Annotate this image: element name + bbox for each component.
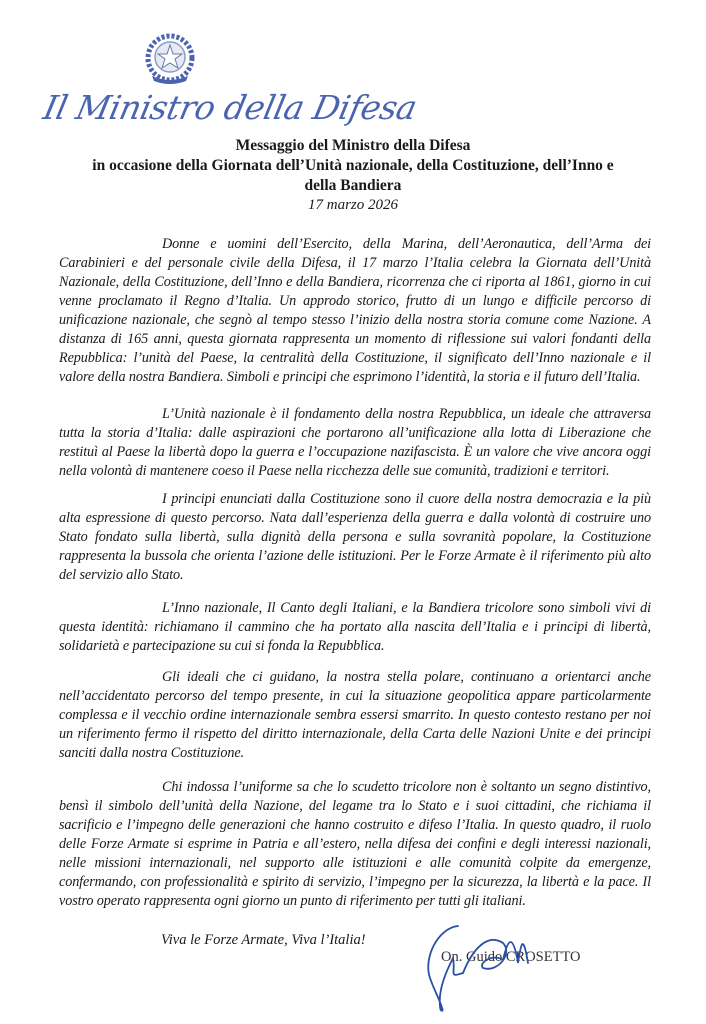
paragraph-3: I principi enunciati dalla Costituzione sono il cuore della nostra democrazia e la più alta espressione di questo percorso. Nata dall’esperienza della guerra e dalla volontà di costruire uno Stato fondato sulla libertà, sulla dignità della persona e sulla sovranità popolare, la Costituzione rappresenta la bussola che orienta l’azione delle istituzioni. Per le Forze Armate è il riferimento più alto del servizio allo Stato. (59, 491, 651, 583)
signatory-name: On. Guido CROSETTO (441, 949, 581, 965)
title-line: Messaggio del Ministro della Difesa (235, 137, 471, 154)
paragraph-4: L’Inno nazionale, Il Canto degli Italiani, e la Bandiera tricolore sono simboli vivi di questa identità: richiamano il cammino che ha portato alla nascita dell’Italia e i principi di libertà, solidarietà e partecipazione su cui si fonda la Repubblica. (59, 600, 651, 654)
signature-icon (418, 918, 563, 1013)
paragraph-1: Donne e uomini dell’Esercito, della Marina, dell’Aeronautica, dell’Arma dei Carabinieri e del personale civile della Difesa, il 17 marzo l’Italia celebra la Giornata dell’Unità Nazionale, della Costituzione, dell’Inno e della Bandiera, ricorrenza che ci riporta al 1861, giorno in cui venne proclamato il Regno d’Italia. Un approdo storico, frutto di un lungo e difficile percorso di unificazione nazionale, che segnò al tempo stesso l’inizio della nostra storia comune come Nazione. A distanza di 165 anni, questa giornata rappresenta un momento di riflessione sui valori fondanti della Repubblica: l’unità del Paese, la centralità della Costituzione, il significato dell’Inno nazionale e il valore della nostra Bandiera. Simboli e principi che esprimono l’identità, la storia e il futuro dell’Italia. (59, 236, 651, 385)
message-title (0, 136, 706, 196)
closing-salutation: Viva le Forze Armate, Viva l’Italia! (161, 932, 366, 948)
paragraph-5: Gli ideali che ci guidano, la nostra stella polare, continuano a orientarci anche nell’accidentato percorso del tempo presente, in cui la situazione geopolitica appare particolarmente complessa e il vecchio ordine internazionale sembra essersi smarrito. In questo contesto restano per noi un riferimento fermo il rispetto del diritto internazionale, della Carta delle Nazioni Unite e dei principi sanciti dalla nostra Costituzione. (59, 669, 651, 761)
paragraph-6: Chi indossa l’uniforme sa che lo scudetto tricolore non è soltanto un segno distintivo, bensì il simbolo dell’unità della Nazione, del legame tra lo Stato e i suoi cittadini, che richiama il sacrificio e l’impegno delle generazioni che hanno costruito e difeso l’Italia. In questo quadro, il ruolo delle Forze Armate si esprime in Patria e all’estero, nella difesa dei confini e degli interessi nazionali, nelle missioni internazionali, nel supporto alle istituzioni e alle comunità colpite da emergenze, confermando, con professionalità e spirito di servizio, l’impegno per la sicurezza, la libertà e la pace. Il vostro operato rappresenta ogni giorno un punto di riferimento per tutti gli italiani. (59, 779, 651, 909)
emblem-icon (143, 32, 197, 88)
ministry-letterhead: Il Ministro della Difesa (40, 88, 421, 127)
title-line: in occasione della Giornata dell’Unità nazionale, della Costituzione, dell’Inno e (92, 157, 614, 174)
title-line: della Bandiera (304, 177, 402, 194)
paragraph-2: L’Unità nazionale è il fondamento della nostra Repubblica, un ideale che attraversa tutta la storia d’Italia: dalle aspirazioni che portarono all’unificazione alla lotta di Liberazione che restituì al Paese la libertà dopo la guerra e l’occupazione nazifascista. È un valore che vive ancora oggi nella volontà di mantenere coeso il Paese nella ricchezza delle sue comunità, tradizioni e territori. (59, 406, 651, 479)
message-date: 17 marzo 2026 (307, 197, 398, 213)
